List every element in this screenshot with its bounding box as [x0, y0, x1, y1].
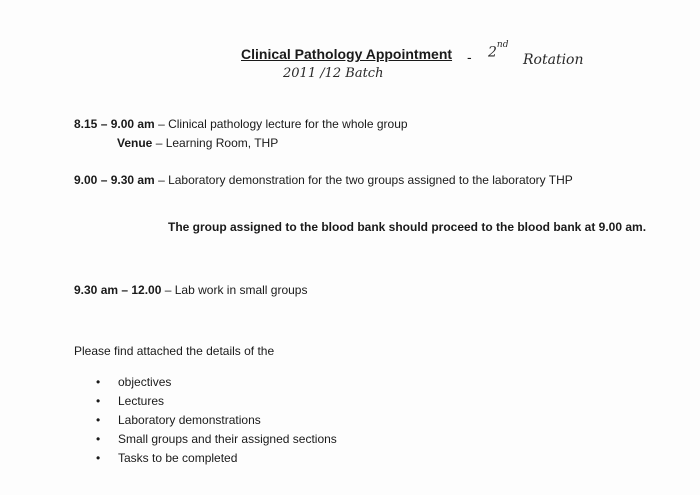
list-item-label: Lectures: [118, 394, 165, 408]
list-item-label: Small groups and their assigned sections: [118, 432, 337, 446]
schedule-time: 9.30 am – 12.00: [74, 283, 162, 297]
list-item-label: objectives: [118, 375, 172, 389]
list-item: [96, 430, 337, 449]
schedule-description: – Clinical pathology lecture for the whole group: [154, 117, 408, 131]
list-item: [96, 411, 337, 430]
list-item-label: Tasks to be completed: [118, 451, 238, 465]
document-title: Clinical Pathology Appointment: [241, 46, 453, 62]
list-item: [96, 373, 337, 392]
bullet-icon: •: [96, 432, 101, 446]
bullet-icon: •: [96, 375, 101, 389]
schedule-item-demonstration: [74, 173, 573, 187]
schedule-description: – Lab work in small groups: [161, 283, 308, 297]
schedule-venue: [117, 136, 278, 150]
schedule-time: 9.00 – 9.30 am: [74, 173, 155, 187]
venue-description: – Learning Room, THP: [152, 136, 279, 150]
details-list: [96, 373, 337, 468]
list-item: [96, 392, 337, 411]
blood-bank-note: The group assigned to the blood bank should proceed to the blood bank at 9.00 am.: [168, 220, 647, 234]
list-item: [96, 449, 337, 468]
bullet-icon: •: [96, 413, 101, 427]
bullet-icon: •: [96, 394, 101, 408]
list-item-label: Laboratory demonstrations: [118, 413, 261, 427]
schedule-item-lecture: [74, 117, 408, 131]
bullet-icon: •: [96, 451, 101, 465]
handwritten-rotation: Rotation: [523, 52, 584, 68]
handwritten-ordinal: 2nd: [488, 40, 509, 61]
schedule-item-lab-work: [74, 283, 307, 297]
venue-label: Venue: [117, 136, 153, 150]
handwritten-batch: 2011 /12 Batch: [283, 66, 384, 81]
schedule-time: 8.15 – 9.00 am: [74, 117, 155, 131]
schedule-description: – Laboratory demonstration for the two groups assigned to the laboratory THP: [154, 173, 573, 187]
details-intro: Please find attached the details of the: [74, 344, 275, 358]
title-dash: -: [467, 49, 472, 65]
